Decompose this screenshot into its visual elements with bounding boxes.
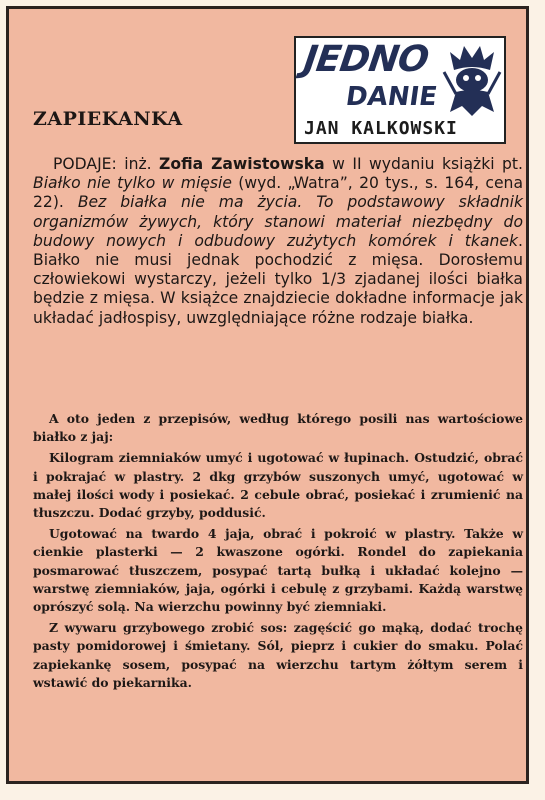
recipe-paragraph: Ugotować na twardo 4 jaja, obrać i pokroić w plastry. Także w cienkie plasterki — 2 kwaszone ogórki. Rondel do zapiekania posmarować tłuszczem, posypać tartą bułką i układać kolejno — warstwę ziemniaków, jaja, ogórki i cebulę z grzybami. Każdą warstwę oprószyć solą. Na wierzchu powinny być ziemniaki. [33,526,523,615]
recipe-paragraph: Z wywaru grzybowego zrobić sos: zagęścić go mąką, dodać trochę pasty pomidorowej i śmietany. Sól, pieprz i cukier do smaku. Polać zapiekankę sosem, posypać na wierzchu tartym żółtym serem i wstawić do piekarnika. [33,620,523,690]
column-logo [294,36,506,144]
logo-subtitle: DANIE [343,82,440,112]
intro-mid-2: (wyd. „Watra”, 20 tys., s. 164, cena 22). [33,174,524,212]
intro-lead: PODAJE: inż. [53,155,160,173]
logo-author: JAN KALKOWSKI [304,118,458,139]
recipe-paragraph: A oto jeden z przepisów, według którego posili nas wartościowe białko z jaj: [33,411,523,445]
intro-mid-1: w II wydaniu książki pt. [324,155,523,173]
author-name: Zofia Zawistowska [159,155,325,173]
devil-chef-icon [442,42,502,118]
book-title: Białko nie tylko w mięsie [33,174,232,193]
intro-paragraph [33,155,523,328]
book-quote: Bez białka nie ma życia. To podstawowy składnik organizmów żywych, który stanowi materiał niezbędny do budowy nowych i odbudowy zużytych komórek i tkanek [33,193,523,250]
clipping-frame [6,6,529,784]
logo-title: JEDNO [301,39,431,80]
headline: ZAPIEKANKA [33,108,183,130]
intro-rest: . Białko nie musi jednak pochodzić z mięsa. Dorosłemu człowiekowi wystarczy, jeżeli tylko 1/3 zjadanej ilości białka będzie z mięsa. W książce znajdziecie dokładne informacje jak układać jadłospisy, uwzględniające różne rodzaje białka. [33,231,523,327]
recipe-body [33,410,523,695]
recipe-paragraph: Kilogram ziemniaków umyć i ugotować w łupinach. Ostudzić, obrać i pokrajać w plastry. 2 dkg grzybów suszonych umyć, ugotować w małej ilości wody i posiekać. 2 cebule obrać, posiekać i zrumienić na tłuszczu. Dodać grzyby, poddusić. [33,450,523,521]
